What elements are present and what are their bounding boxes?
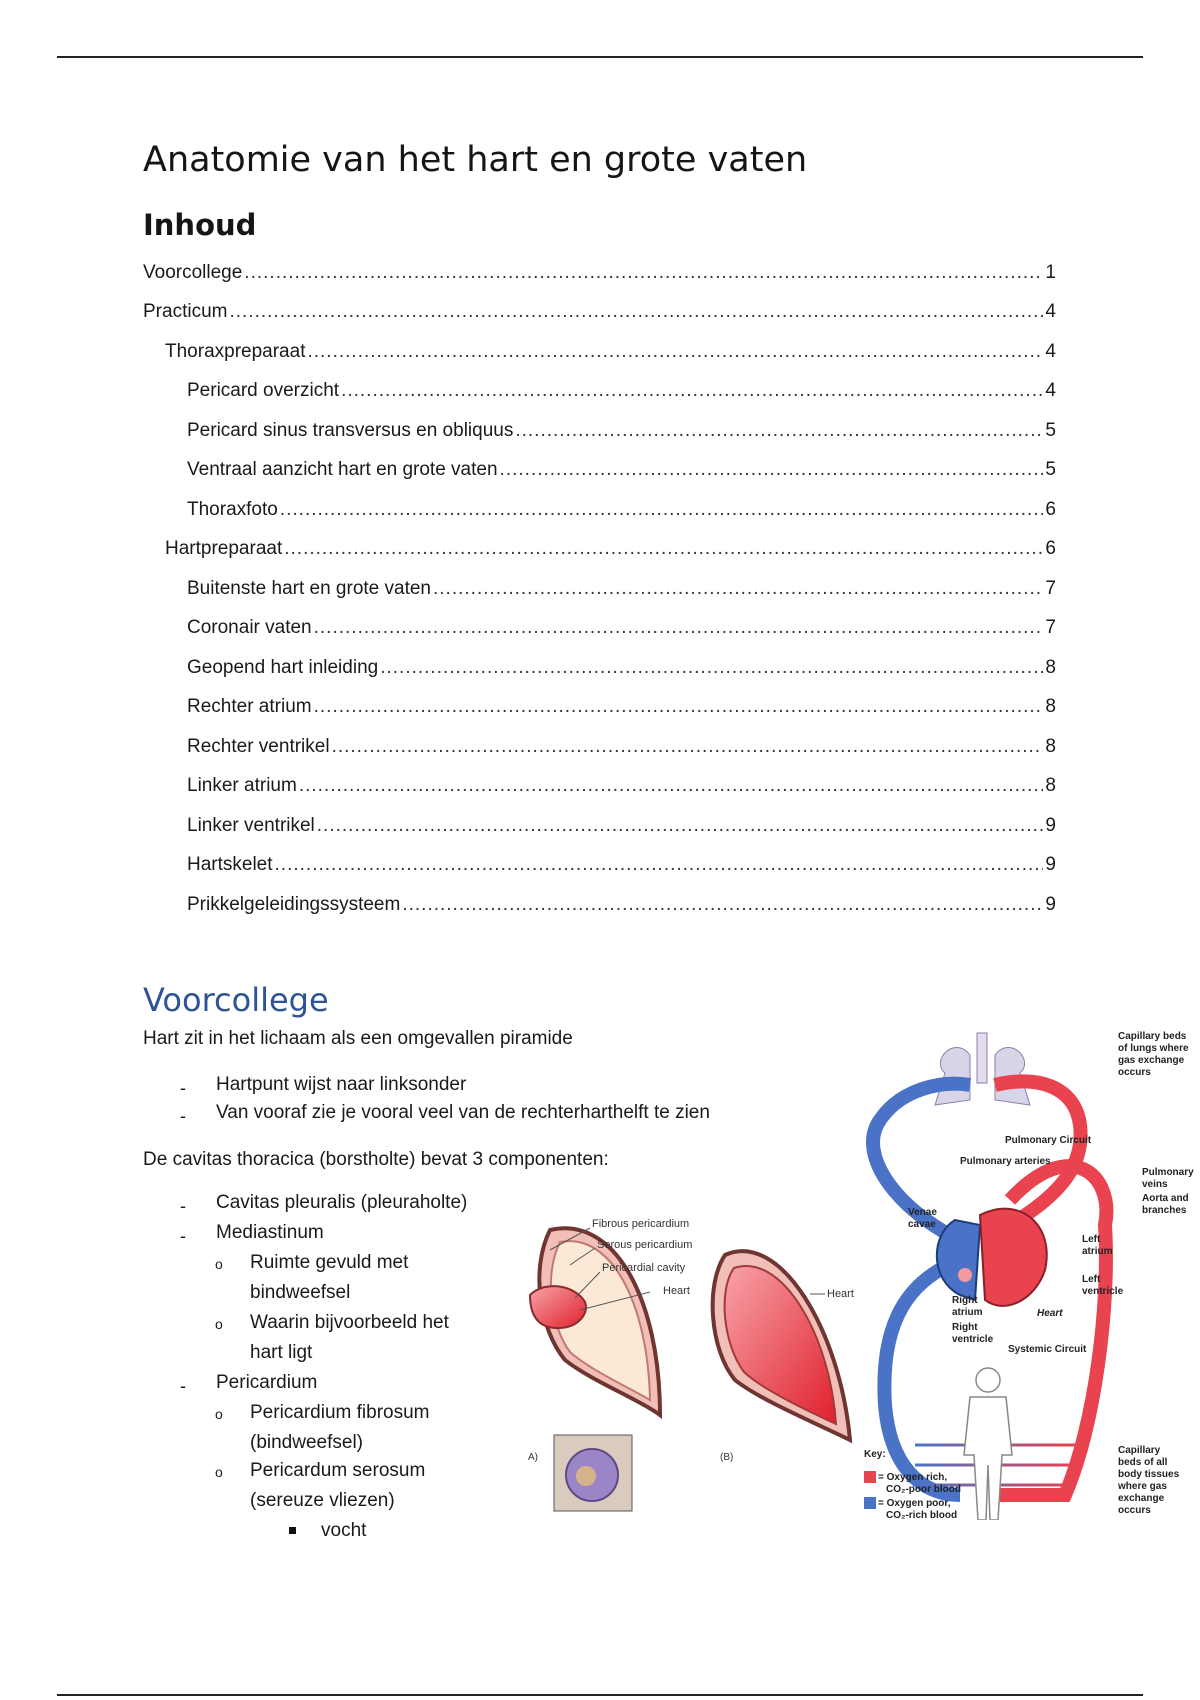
toc-entry-title: Linker atrium <box>187 775 297 796</box>
toc-entry-page: 7 <box>1045 578 1056 599</box>
toc-entry[interactable] <box>187 420 1056 444</box>
subsublist-item-vocht: vocht <box>321 1520 367 1541</box>
label-capillary-lungs: occurs <box>1118 1067 1151 1078</box>
toc-entry[interactable] <box>187 736 1056 760</box>
toc-leader <box>244 262 1043 284</box>
toc-entry[interactable] <box>187 815 1056 839</box>
circle-bullet: o <box>215 1256 223 1272</box>
toc-entry-page: 9 <box>1045 815 1056 836</box>
dash-bullet: - <box>180 1376 186 1396</box>
label-capillary-body: beds of all <box>1118 1457 1168 1468</box>
dash-bullet: - <box>180 1106 186 1126</box>
panel-a-label: A) <box>528 1452 538 1463</box>
toc-entry-title: Pericard overzicht <box>187 380 340 401</box>
key-oxygen-rich-cont: CO₂-poor blood <box>886 1484 961 1495</box>
toc-leader <box>299 775 1044 797</box>
label-left-ventricle: Left <box>1082 1274 1101 1285</box>
toc-leader <box>314 696 1044 718</box>
toc-leader <box>380 657 1043 679</box>
toc-leader <box>402 894 1043 916</box>
label-venae-cavae: cavae <box>908 1219 936 1230</box>
label-capillary-body: body tissues <box>1118 1469 1180 1480</box>
toc-entry-title: Prikkelgeleidingssysteem <box>187 894 401 915</box>
header-rule <box>57 56 1143 58</box>
toc-entry-page: 8 <box>1045 775 1056 796</box>
label-heart-b: Heart <box>827 1288 854 1300</box>
sublist-item: Pericardum serosum <box>250 1460 426 1481</box>
toc-entry-title: Practicum <box>143 301 228 322</box>
sublist-item-cont: bindweefsel <box>250 1282 351 1303</box>
label-aorta: branches <box>1142 1205 1187 1216</box>
label-right-atrium: atrium <box>952 1307 983 1318</box>
toc-entry-page: 8 <box>1045 696 1056 717</box>
dash-bullet: - <box>180 1196 186 1216</box>
label-capillary-body: where gas <box>1118 1481 1167 1492</box>
toc-entry-title: Pericard sinus transversus en obliquus <box>187 420 514 441</box>
toc-leader <box>515 420 1043 442</box>
dash-bullet: - <box>180 1226 186 1246</box>
toc-heading: Inhoud <box>143 208 257 242</box>
toc-entry-page: 6 <box>1045 499 1056 520</box>
label-venae-cavae: Venae <box>908 1207 937 1218</box>
intro-bullet: Van vooraf zie je vooral veel van de rechterharthelft te zien <box>216 1102 710 1123</box>
toc-entry-title: Linker ventrikel <box>187 815 315 836</box>
circle-bullet: o <box>215 1464 223 1480</box>
toc-entry-page: 4 <box>1045 341 1056 362</box>
toc-leader <box>275 854 1044 876</box>
toc-leader <box>314 617 1044 639</box>
sublist-item: Pericardium fibrosum <box>250 1402 430 1423</box>
sublist-item-cont: (bindweefsel) <box>250 1432 363 1453</box>
toc-entry-page: 5 <box>1045 459 1056 480</box>
toc-entry-title: Thoraxpreparaat <box>165 341 306 362</box>
toc-entry-title: Thoraxfoto <box>187 499 278 520</box>
label-pulmonary-veins: Pulmonary <box>1142 1167 1194 1178</box>
label-capillary-body: exchange <box>1118 1493 1165 1504</box>
key-oxygen-poor-cont: CO₂-rich blood <box>886 1510 958 1520</box>
toc-entry-page: 6 <box>1045 538 1056 559</box>
key-swatch-oxygen-rich <box>864 1471 876 1483</box>
label-systemic-circuit: Systemic Circuit <box>1008 1344 1087 1355</box>
panel-b-label: (B) <box>720 1452 734 1463</box>
toc-entry-page: 1 <box>1045 262 1056 283</box>
toc-entry-page: 8 <box>1045 657 1056 678</box>
toc-entry[interactable] <box>187 657 1056 681</box>
toc-entry-title: Hartskelet <box>187 854 273 875</box>
list-item-pericardium: Pericardium <box>216 1372 318 1393</box>
dash-bullet: - <box>180 1078 186 1098</box>
label-right-ventricle: Right <box>952 1322 978 1333</box>
label-capillary-lungs: of lungs where <box>1118 1043 1189 1054</box>
toc-entry-title: Rechter atrium <box>187 696 312 717</box>
components-intro: De cavitas thoracica (borstholte) bevat 3 componenten: <box>143 1149 609 1170</box>
toc-entry[interactable] <box>187 380 1056 404</box>
label-heart-a: Heart <box>663 1285 690 1297</box>
circle-bullet: o <box>215 1316 223 1332</box>
toc-entry-title: Rechter ventrikel <box>187 736 330 757</box>
label-left-atrium: atrium <box>1082 1246 1113 1257</box>
toc-entry[interactable] <box>187 499 1056 523</box>
label-right-atrium: Right <box>952 1295 978 1306</box>
toc-entry-page: 9 <box>1045 894 1056 915</box>
toc-leader <box>433 578 1043 600</box>
toc-leader <box>284 538 1043 560</box>
sublist-item-cont: (sereuze vliezen) <box>250 1490 395 1511</box>
toc-entry[interactable] <box>187 775 1056 799</box>
toc-entry-page: 9 <box>1045 854 1056 875</box>
toc-entry-page: 8 <box>1045 736 1056 757</box>
label-capillary-lungs: Capillary beds <box>1118 1031 1187 1042</box>
circulation-figure <box>860 1025 1195 1520</box>
toc-entry[interactable] <box>187 696 1056 720</box>
toc-leader <box>341 380 1043 402</box>
heart-illustration <box>937 1209 1047 1306</box>
toc-entry-page: 7 <box>1045 617 1056 638</box>
pulmonary-vein-path <box>995 1081 1081 1225</box>
key-swatch-oxygen-poor <box>864 1497 876 1509</box>
toc-entry[interactable] <box>187 894 1056 918</box>
toc-entry-title: Geopend hart inleiding <box>187 657 379 678</box>
toc-entry-page: 4 <box>1045 301 1056 322</box>
lungs-illustration <box>935 1033 1030 1105</box>
toc-entry-page: 5 <box>1045 420 1056 441</box>
label-right-ventricle: ventricle <box>952 1334 994 1345</box>
toc-entry-title: Ventraal aanzicht hart en grote vaten <box>187 459 498 480</box>
toc-entry[interactable] <box>187 459 1056 483</box>
label-pulmonary-veins: veins <box>1142 1179 1168 1190</box>
heart-shape-a <box>530 1286 586 1328</box>
sublist-item: Waarin bijvoorbeeld het <box>250 1312 449 1333</box>
toc-entry-title: Coronair vaten <box>187 617 312 638</box>
section-heading-voorcollege: Voorcollege <box>143 981 329 1019</box>
sublist-item: Ruimte gevuld met <box>250 1252 409 1273</box>
label-left-ventricle: ventricle <box>1082 1286 1124 1297</box>
label-heart: Heart <box>1037 1308 1063 1319</box>
label-capillary-body: Capillary <box>1118 1445 1161 1456</box>
label-pulmonary-arteries: Pulmonary arteries <box>960 1156 1051 1167</box>
toc-leader <box>317 815 1044 837</box>
toc-leader <box>229 301 1043 323</box>
list-item-mediastinum: Mediastinum <box>216 1222 324 1243</box>
intro-bullet: Hartpunt wijst naar linksonder <box>216 1074 467 1095</box>
toc-entry[interactable] <box>165 538 1056 562</box>
toc-entry-title: Hartpreparaat <box>165 538 283 559</box>
toc-entry[interactable] <box>187 578 1056 602</box>
label-serous-pericardium: Serous pericardium <box>597 1239 693 1251</box>
toc-entry[interactable] <box>187 854 1056 878</box>
key-oxygen-rich: = Oxygen rich, <box>878 1472 948 1483</box>
footer-rule <box>57 1694 1143 1696</box>
label-capillary-lungs: gas exchange <box>1118 1055 1185 1066</box>
toc-entry-page: 4 <box>1045 380 1056 401</box>
pericardium-figure <box>520 1210 860 1520</box>
toc-leader <box>500 459 1044 481</box>
toc-leader <box>307 341 1043 363</box>
document-title: Anatomie van het hart en grote vaten <box>143 140 808 180</box>
toc-leader <box>280 499 1044 521</box>
key-oxygen-poor: = Oxygen poor, <box>878 1498 951 1509</box>
label-fibrous-pericardium: Fibrous pericardium <box>592 1218 690 1230</box>
label-aorta: Aorta and <box>1142 1193 1189 1204</box>
toc-leader <box>332 736 1044 758</box>
label-pulmonary-circuit: Pulmonary Circuit <box>1005 1135 1092 1146</box>
toc-entry[interactable] <box>143 262 1056 286</box>
toc-entry[interactable] <box>165 341 1056 365</box>
circle-bullet: o <box>215 1406 223 1422</box>
label-left-atrium: Left <box>1082 1234 1101 1245</box>
label-capillary-body: occurs <box>1118 1505 1151 1516</box>
intro-text: Hart zit in het lichaam als een omgevallen piramide <box>143 1028 573 1049</box>
sublist-item-cont: hart ligt <box>250 1342 313 1363</box>
square-bullet <box>289 1527 296 1534</box>
toc-entry[interactable] <box>187 617 1056 641</box>
toc-entry[interactable] <box>143 301 1056 325</box>
toc-entry-title: Voorcollege <box>143 262 243 283</box>
toc-entry-title: Buitenste hart en grote vaten <box>187 578 431 599</box>
label-pericardial-cavity: Pericardial cavity <box>602 1262 686 1274</box>
key-title: Key: <box>864 1449 886 1460</box>
list-item-cavitas-pleuralis: Cavitas pleuralis (pleuraholte) <box>216 1192 468 1213</box>
